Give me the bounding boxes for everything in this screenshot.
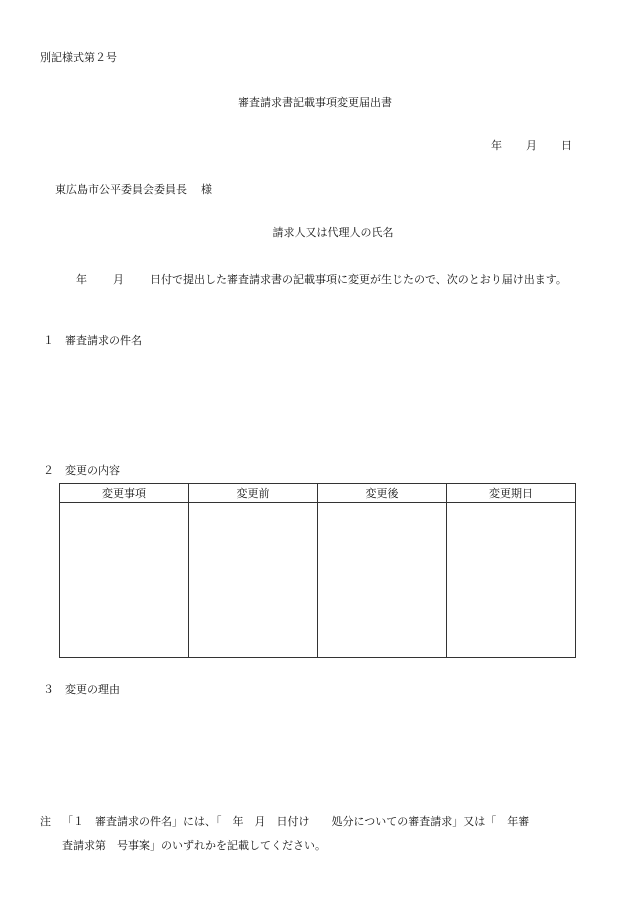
section-1-heading (43, 334, 142, 348)
document-title: 審査請求書記載事項変更届出書 (238, 96, 392, 109)
date-month-label: 月 (526, 139, 537, 152)
cell-change-item[interactable] (60, 503, 189, 658)
cell-before[interactable] (189, 503, 318, 658)
table-row (60, 503, 576, 658)
date-line (491, 139, 572, 153)
note-line-1: 「１ 審査請求の件名」には、「 年 月 日付け 処分についての審査請求」又は「 年審 (62, 815, 530, 828)
body-sentence: 日付で提出した審査請求書の記載事項に変更が生じたので、次のとおり届け出ます。 (150, 273, 567, 286)
section-2-number: ２ (43, 464, 54, 477)
header-change-item: 変更事項 (60, 484, 189, 503)
addressee-honorific: 様 (201, 183, 212, 196)
section-3-title: 変更の理由 (65, 683, 120, 696)
header-after: 変更後 (318, 484, 447, 503)
table-header-row (60, 484, 576, 503)
addressee (55, 183, 212, 197)
change-table (59, 483, 576, 658)
date-year-label: 年 (491, 139, 502, 152)
section-1-number: １ (43, 334, 54, 347)
section-3-number: ３ (43, 683, 54, 696)
note-line-2: 査請求第 号事案」のいずれかを記載してください。 (62, 839, 326, 852)
date-day-label: 日 (561, 139, 572, 152)
header-change-date: 変更期日 (447, 484, 576, 503)
cell-change-date[interactable] (447, 503, 576, 658)
note (40, 810, 595, 858)
header-before: 変更前 (189, 484, 318, 503)
note-label: 注 (40, 815, 51, 828)
body-text (40, 268, 590, 292)
cell-after[interactable] (318, 503, 447, 658)
section-3-heading (43, 683, 120, 697)
section-1-title: 審査請求の件名 (65, 334, 142, 347)
addressee-name: 東広島市公平委員会委員長 (55, 183, 187, 196)
section-2-heading (43, 464, 120, 478)
body-month-label: 月 (113, 273, 124, 286)
form-number: 別記様式第２号 (40, 51, 117, 64)
requester-label: 請求人又は代理人の氏名 (272, 226, 394, 239)
section-2-title: 変更の内容 (65, 464, 120, 477)
body-year-label: 年 (76, 273, 87, 286)
